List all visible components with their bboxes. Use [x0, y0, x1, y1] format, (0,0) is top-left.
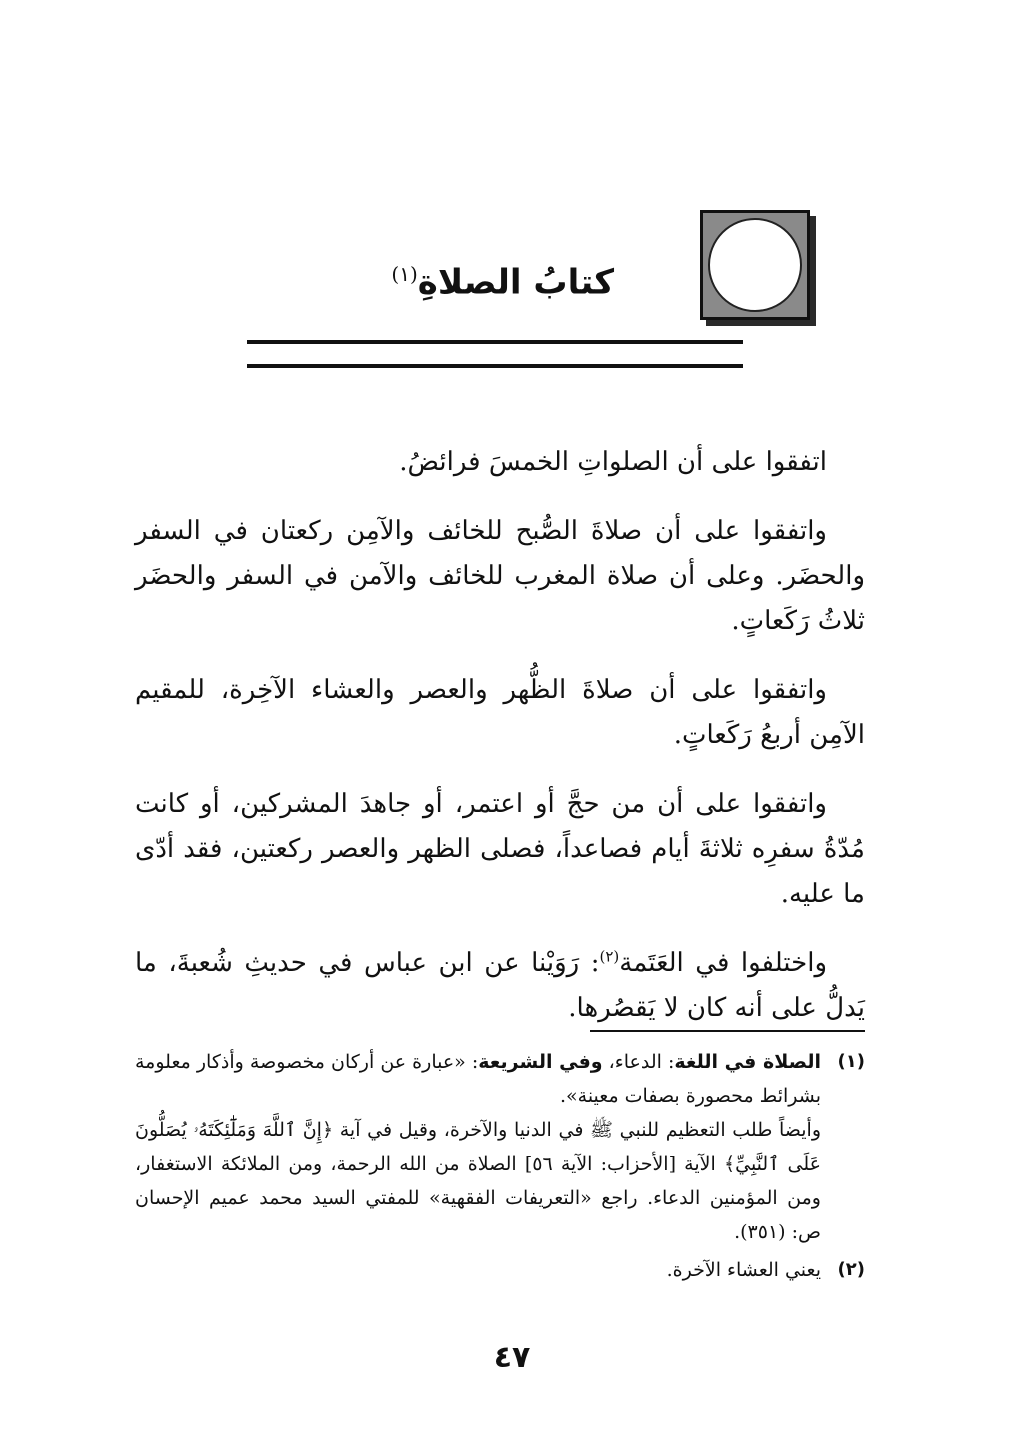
- ornament-circle: [708, 218, 802, 312]
- title-rule-top: [247, 340, 743, 344]
- footnote-number: (٢): [837, 1259, 865, 1280]
- footnote-1: [135, 1045, 865, 1249]
- paragraph-atama-end: : رَوَيْنا عن ابن عباس في حديثِ شُعبةَ، ما يَدلُّ على أنه كان لا يَقصُرها.: [135, 948, 865, 1023]
- paragraph: واتفقوا على أن صلاةَ الصُّبح للخائف والآمِن ركعتان في السفر والحضَر. وعلى أن صلاة المغرب للخائف والآمن في السفر والحضَر ثلاثُ رَكَعاتٍ.: [135, 516, 865, 636]
- title-rule-bottom: [247, 364, 743, 368]
- footnote-definition: [135, 1045, 821, 1113]
- main-text: [135, 440, 865, 1055]
- chapter-footnote-ref[interactable]: (١): [391, 262, 418, 286]
- footnote-text-sharia: : «عبارة عن أركان مخصوصة وأذكار معلومة بشرائط محصورة بصفات معينة».: [135, 1051, 821, 1107]
- footnote-text: [135, 1253, 821, 1287]
- footnotes: [135, 1045, 865, 1291]
- footnote-number: (١): [837, 1051, 865, 1072]
- footnote-separator: [590, 1030, 865, 1032]
- paragraph: واتفقوا على أن من حجَّ أو اعتمر، أو جاهدَ المشركين، أو كانت مُدّةُ سفرِه ثلاثةَ أيام فصاعداً، فصلى الظهر والعصر ركعتين، فقد أدّى ما عليه.: [135, 789, 865, 909]
- chapter-title: [391, 262, 614, 302]
- paragraph: اتفقوا على أن الصلواتِ الخمسَ فرائضُ.: [399, 447, 827, 477]
- footnote-body: يعني العشاء الآخرة.: [666, 1259, 821, 1281]
- paragraph: واتفقوا على أن صلاةَ الظُّهر والعصر والعشاء الآخِرة، للمقيم الآمِن أربعُ رَكَعاتٍ.: [135, 675, 865, 750]
- page-number: ٤٧: [493, 1340, 531, 1375]
- footnote-label-language: الصلاة في اللغة: [674, 1051, 821, 1073]
- footnote-text: [135, 1045, 821, 1249]
- paragraph-atama-start: واختلفوا في العَتَمة: [619, 948, 828, 978]
- paragraph-footnote-ref[interactable]: (٢): [599, 947, 620, 966]
- chapter-title-text: كتابُ الصلاةِ: [417, 262, 614, 303]
- footnote-2: [135, 1253, 865, 1287]
- chapter-ornament-icon: [700, 210, 810, 320]
- footnote-text-language: : الدعاء،: [602, 1051, 675, 1073]
- footnote-label-sharia: وفي الشريعة: [478, 1051, 603, 1073]
- paragraph-atama: [135, 941, 865, 1031]
- footnote-continuation: وأيضاً طلب التعظيم للنبي ﷺ في الدنيا والآخرة، وقيل في آية ﴿إِنَّ ٱللَّهَ وَمَلَٰٓئِكَتَهُۥ يُصَلُّونَ عَلَى ٱلنَّبِيِّ﴾ الآية [الأحزاب: الآية ٥٦] الصلاة من الله الرحمة، ومن الملائكة الاستغفار، ومن المؤمنين الدعاء. راجع «التعريفات الفقهية» للمفتي السيد محمد عميم الإحسان ص: (٣٥١).: [135, 1119, 821, 1243]
